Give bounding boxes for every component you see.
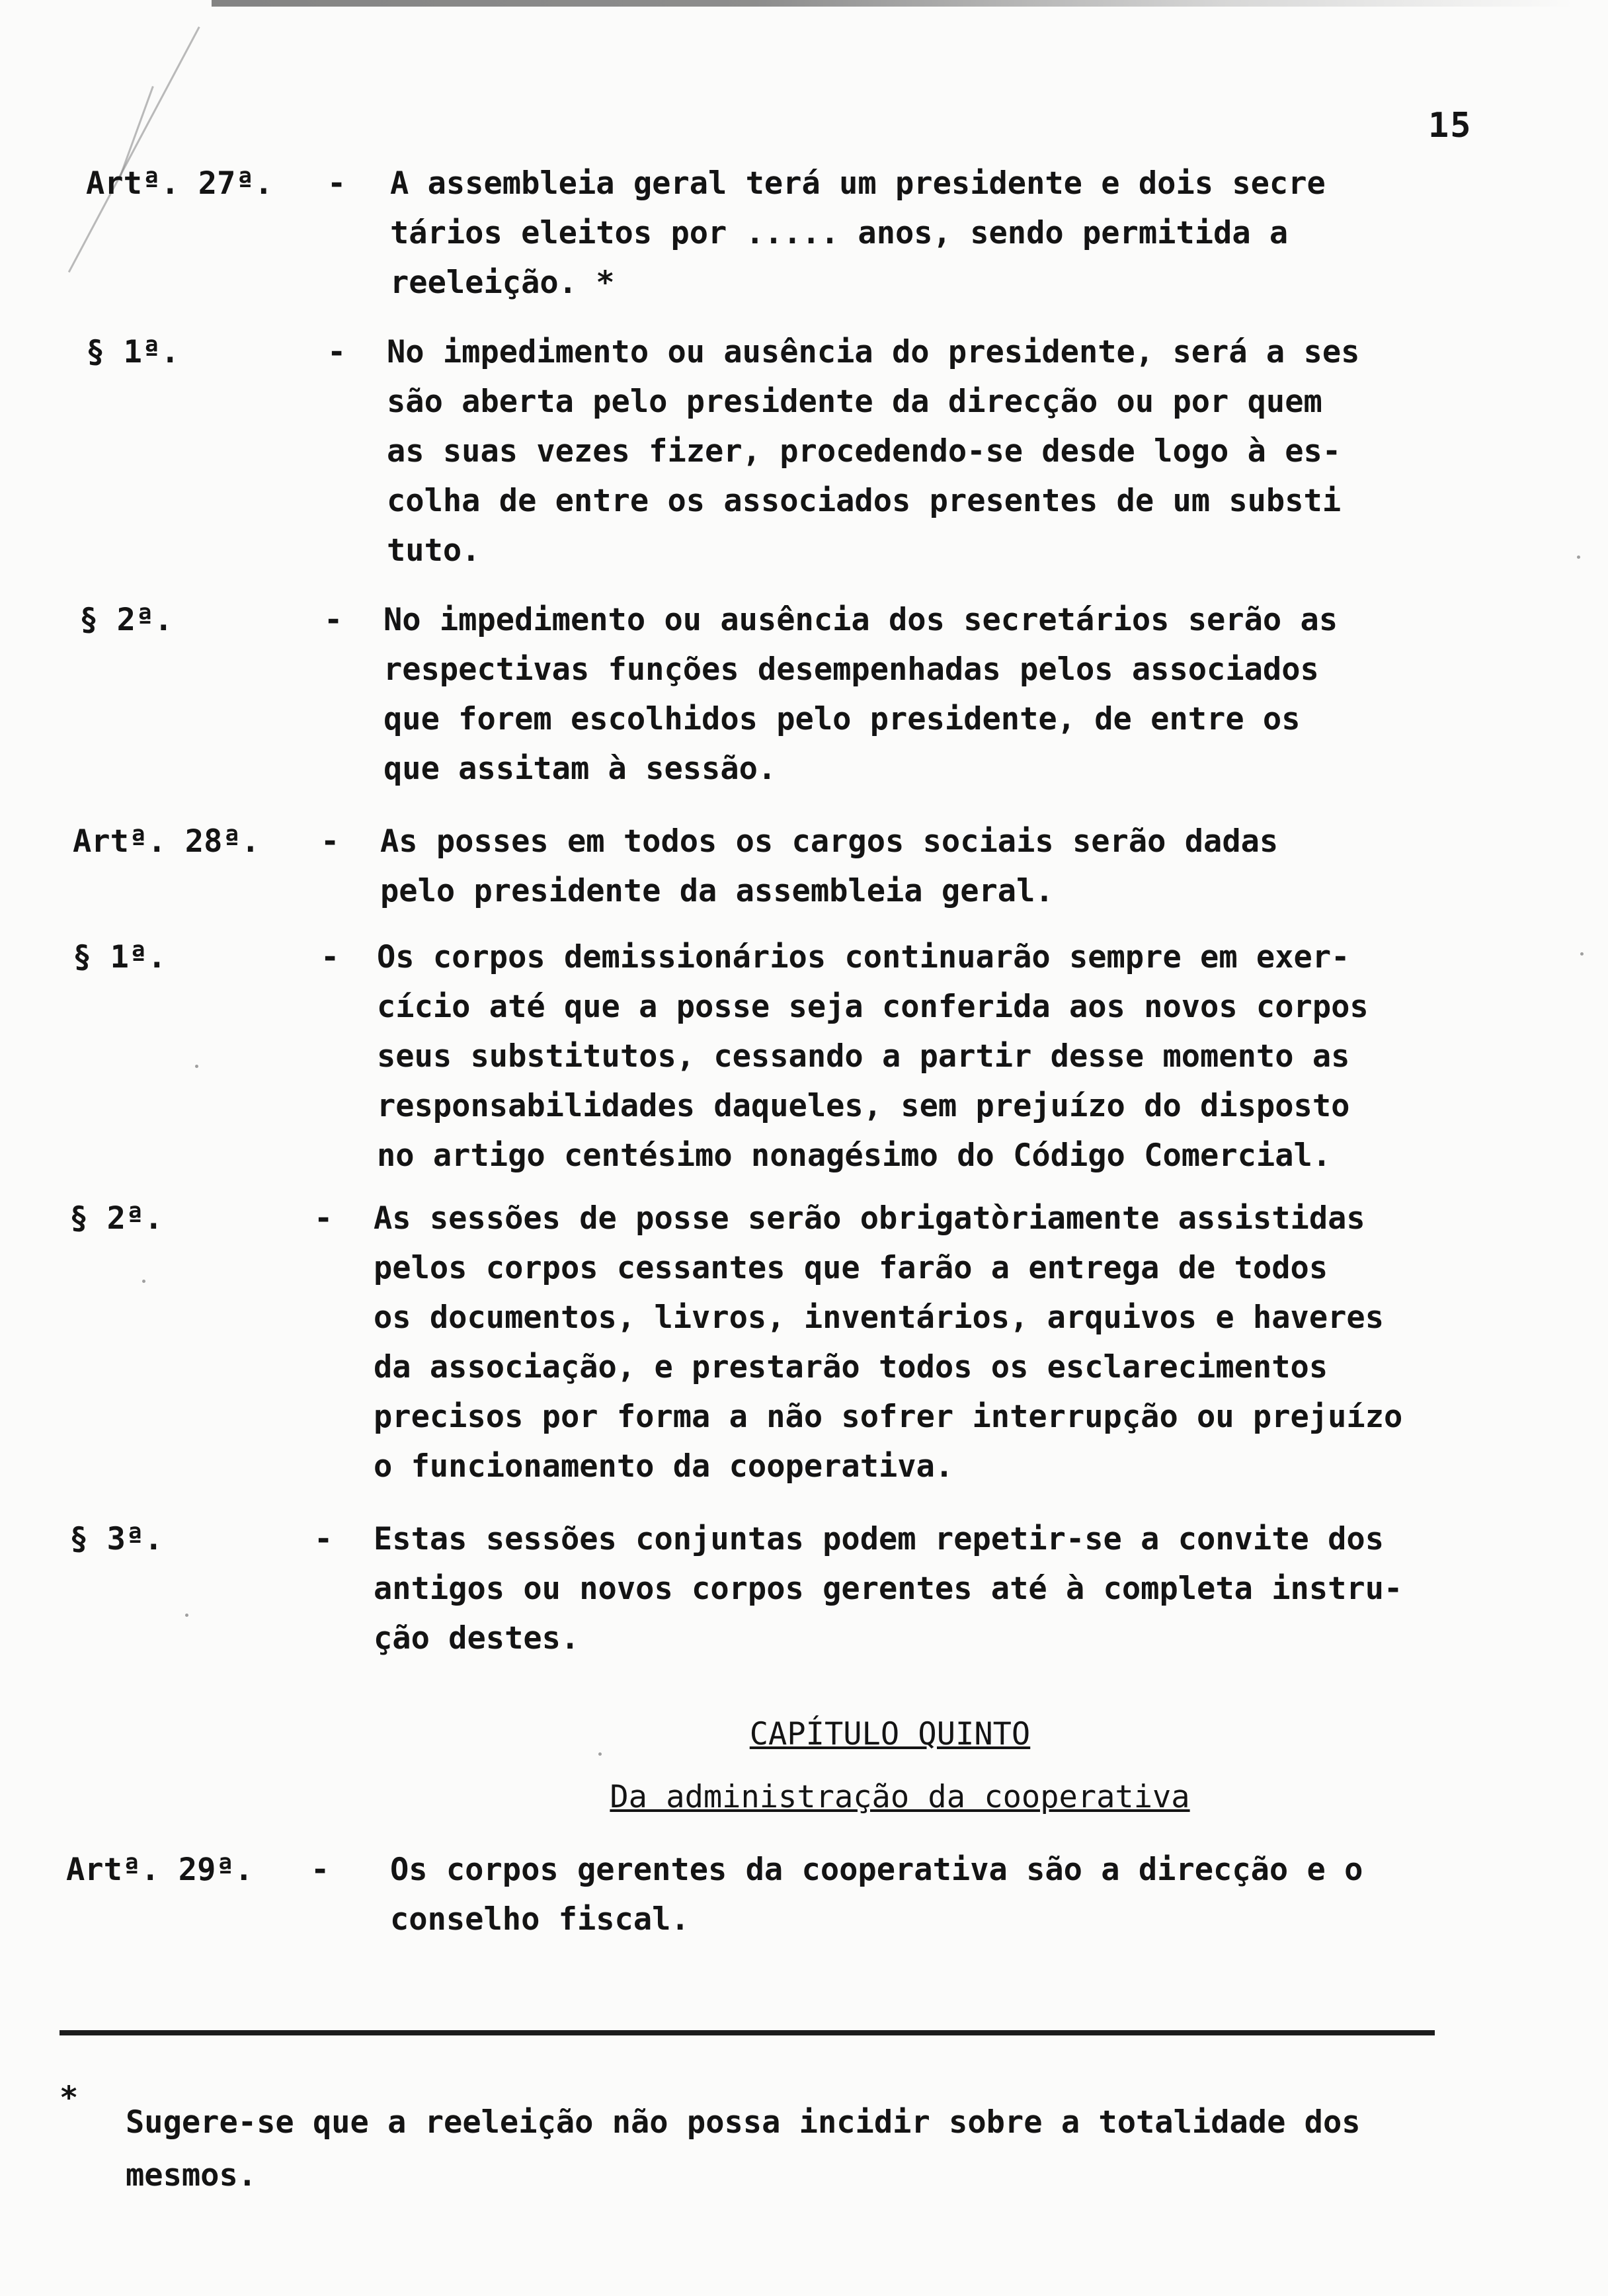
chapter-subtitle: Da administração da cooperativa xyxy=(610,1779,1190,1815)
footnote-mark: * xyxy=(60,2080,79,2116)
article-label: Artª. 27ª. xyxy=(86,165,273,202)
paragraph-label: § 3ª. xyxy=(69,1521,163,1557)
footnote-separator xyxy=(60,2030,1435,2035)
dash: - xyxy=(321,939,340,975)
paragraph-text: No impedimento ou ausência do presidente, será a ses são aberta pelo presidente da direcção ou por quem as suas vezes fizer, procedendo-se desde logo à es- colha de entre os associados presentes de um substi tuto. xyxy=(387,334,1360,569)
speck xyxy=(598,1752,602,1756)
article-label: Artª. 28ª. xyxy=(73,823,260,860)
dash: - xyxy=(314,1521,333,1557)
paragraph-label: § 1ª. xyxy=(86,334,180,370)
dash: - xyxy=(314,1200,333,1237)
dash: - xyxy=(327,165,346,202)
paragraph-label: § 2ª. xyxy=(69,1200,163,1237)
top-edge-shadow xyxy=(212,0,1574,7)
paragraph-text: Os corpos demissionários continuarão sempre em exer- cício até que a posse seja conferida aos novos corpos seus substitutos, cessando a partir desse momento as responsabilidades daqueles, sem prejuízo do disposto no artigo centésimo nonagésimo do Código Comercial. xyxy=(377,939,1369,1174)
article-text: Os corpos gerentes da cooperativa são a direcção e o conselho fiscal. xyxy=(390,1852,1363,1938)
chapter-title: CAPÍTULO QUINTO xyxy=(749,1716,1031,1752)
page-number: 15 xyxy=(1428,106,1472,145)
margin-pencil-mark xyxy=(68,26,200,272)
speck xyxy=(1577,555,1580,559)
speck xyxy=(195,1065,198,1068)
paragraph-label: § 2ª. xyxy=(79,602,173,638)
dash: - xyxy=(311,1852,330,1888)
paragraph-text: No impedimento ou ausência dos secretários serão as respectivas funções desempenhadas pelos associados que forem escolhidos pelo presidente, de entre os que assitam à sessão. xyxy=(383,602,1338,787)
dash: - xyxy=(327,334,346,370)
dash: - xyxy=(321,823,340,860)
speck xyxy=(142,1280,145,1283)
paragraph-text: As sessões de posse serão obrigatòriamente assistidas pelos corpos cessantes que farão a entrega de todos os documentos, livros, inventários, arquivos e haveres da associação, e prestarão todos os esclarecimentos precisos por forma a não sofrer interrupção ou prejuízo o funcionamento da cooperativa. xyxy=(374,1200,1403,1485)
dash: - xyxy=(324,602,343,638)
article-text: As posses em todos os cargos sociais serão dadas pelo presidente da assembleia geral. xyxy=(380,823,1279,909)
footnote-text: Sugere-se que a reeleição não possa incidir sobre a totalidade dos mesmos. xyxy=(126,2104,1361,2194)
speck xyxy=(185,1614,188,1617)
article-label: Artª. 29ª. xyxy=(66,1852,253,1888)
paragraph-text: Estas sessões conjuntas podem repetir-se a convite dos antigos ou novos corpos gerentes até à completa instru- ção destes. xyxy=(374,1521,1403,1657)
speck xyxy=(1580,952,1584,956)
article-text: A assembleia geral terá um presidente e dois secre tários eleitos por ..... anos, sendo permitida a reeleição. * xyxy=(390,165,1326,301)
paragraph-label: § 1ª. xyxy=(73,939,167,975)
